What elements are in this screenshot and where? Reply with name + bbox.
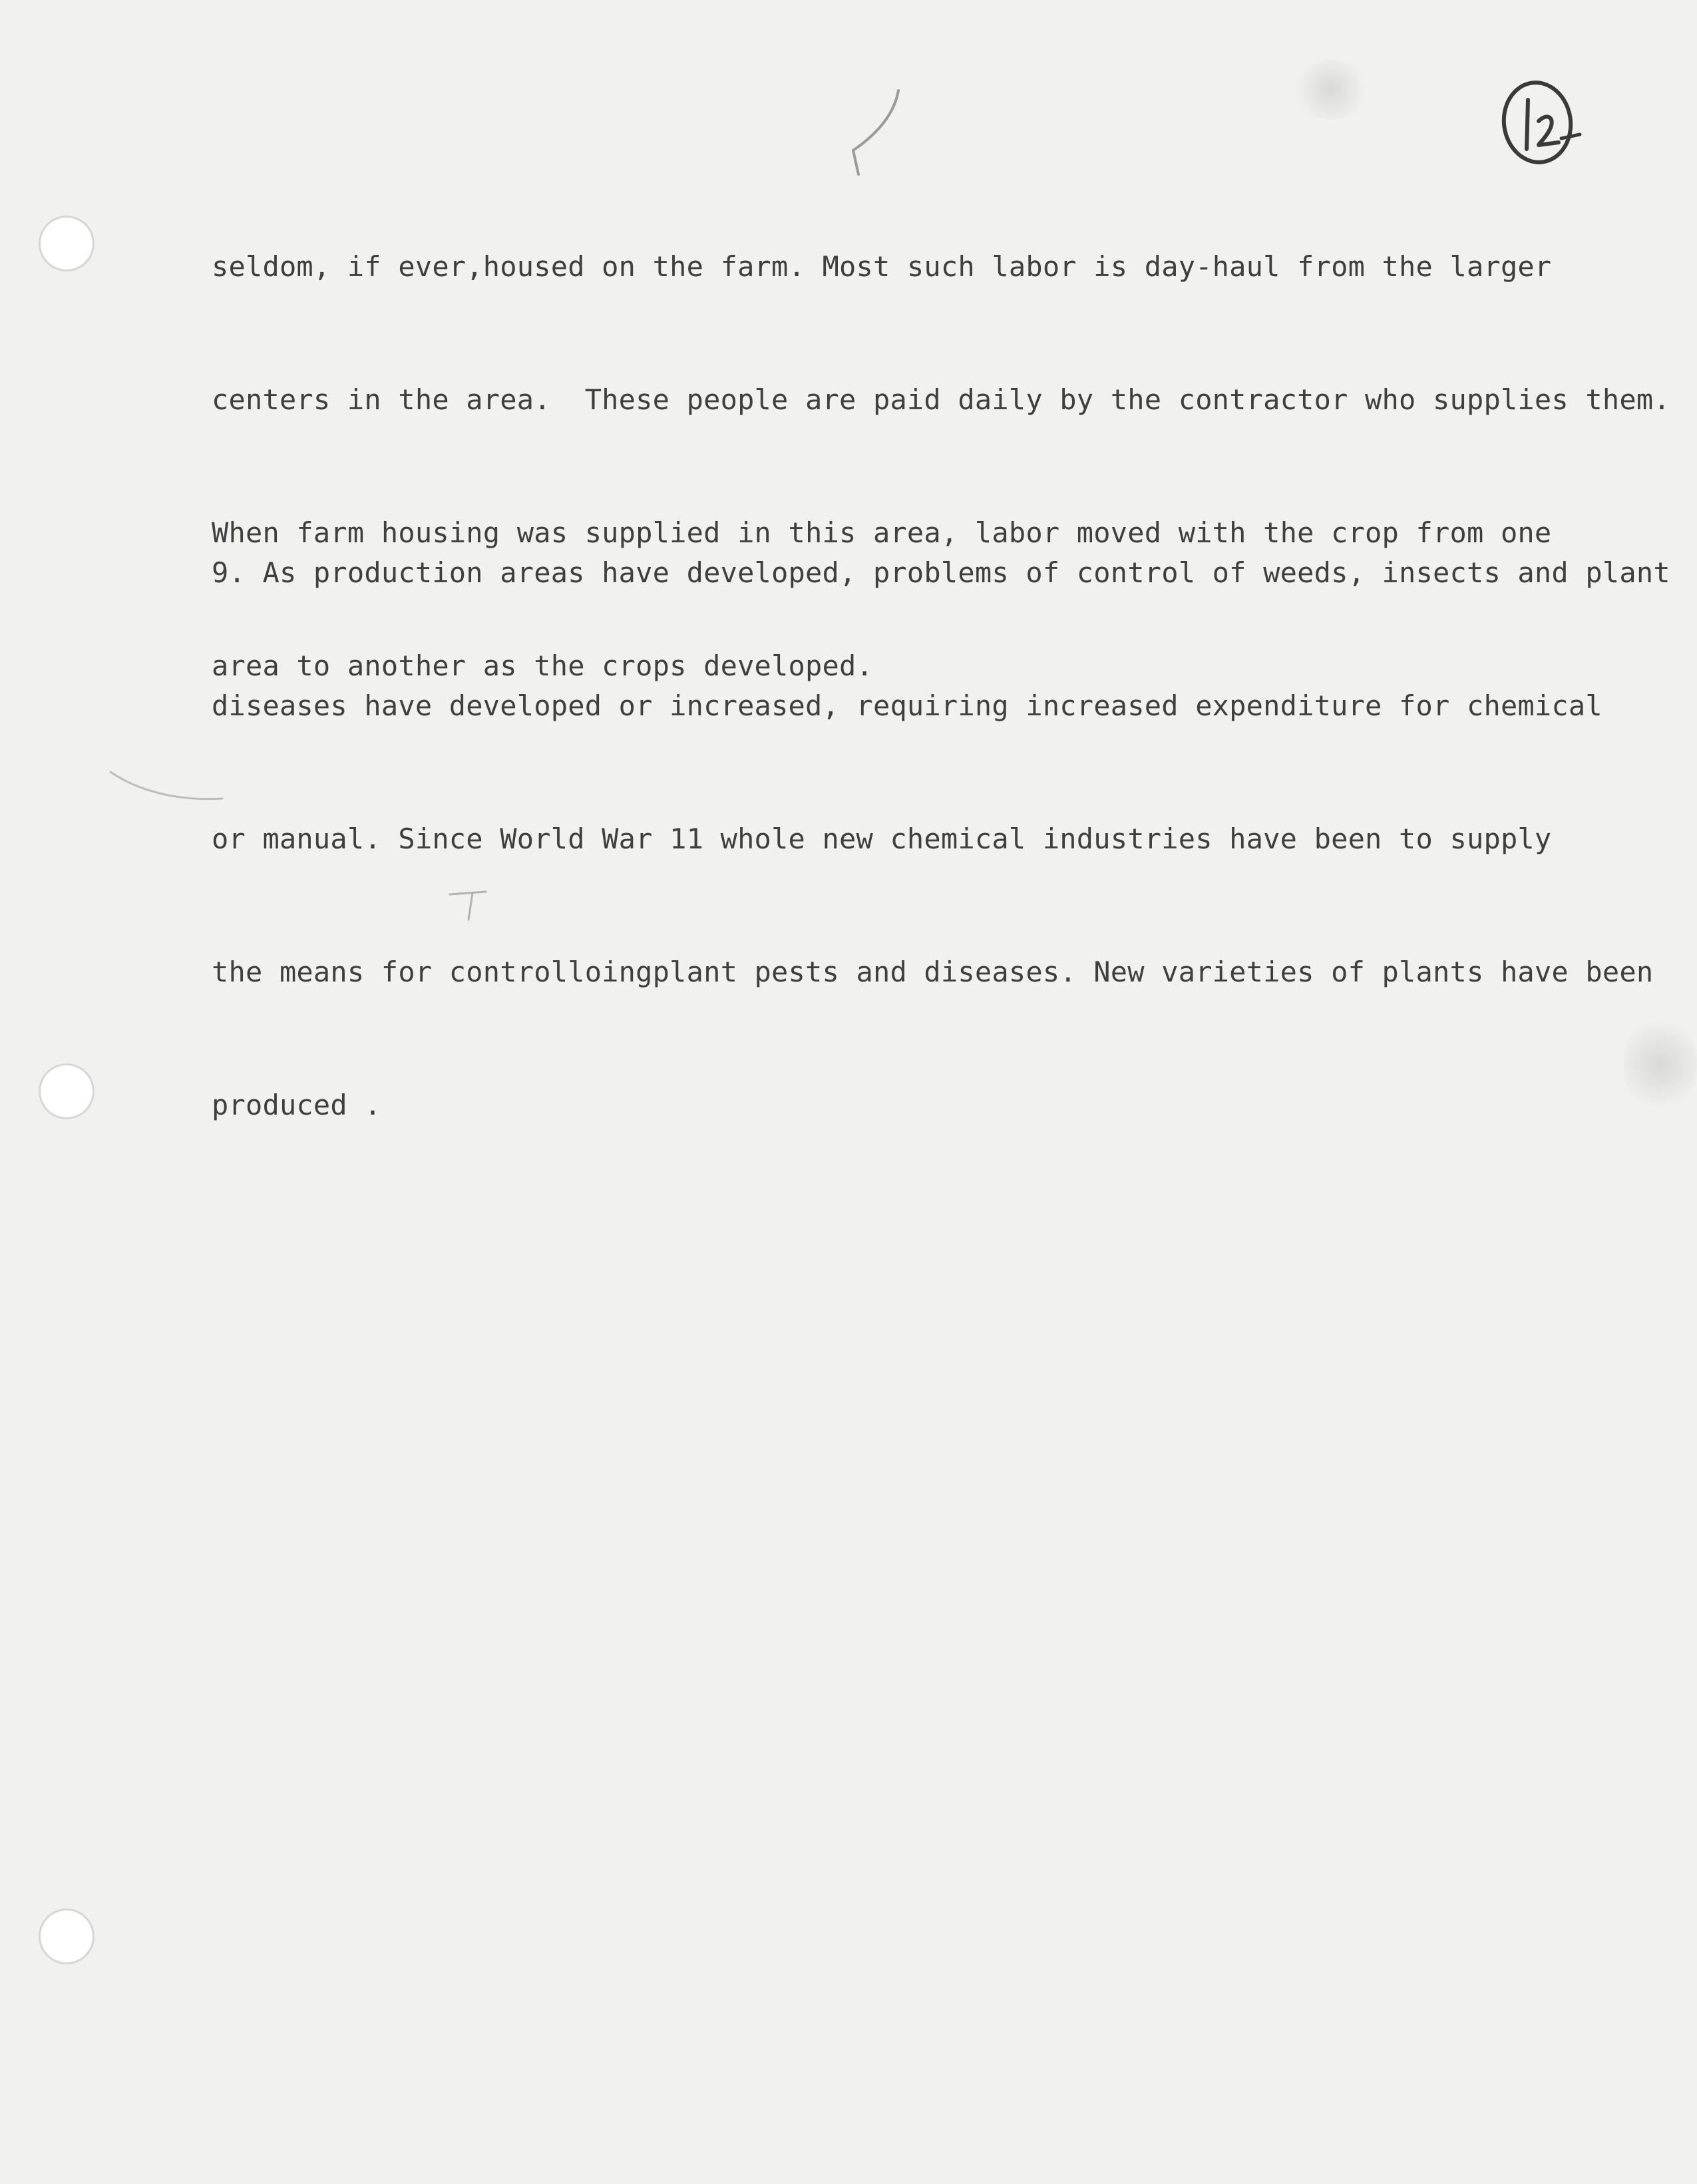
punch-hole-middle	[39, 1063, 94, 1119]
punch-hole-bottom	[39, 1909, 94, 1964]
text-line: produced .	[212, 1089, 381, 1121]
text-line: When farm housing was supplied in this area, labor moved with the crop from one	[212, 516, 1552, 549]
handwritten-page-number	[1495, 75, 1585, 168]
text-line: seldom, if ever,housed on the farm. Most such labor is day-haul from the larger	[212, 250, 1552, 283]
text-line: the means for controlloingplant pests and diseases. New varieties of plants have been	[212, 956, 1654, 988]
text-line: 9. As production areas have developed, problems of control of weeds, insects and plant	[212, 556, 1670, 589]
punch-hole-top	[39, 216, 94, 272]
smudge-top	[1291, 60, 1371, 120]
text-line: or manual. Since World War 11 whole new chemical industries have been to supply	[212, 822, 1552, 855]
paragraph-item-9-pest-control	[212, 474, 1670, 1204]
stray-pencil-curve	[106, 765, 226, 812]
text-line: area to another as the crops developed.	[212, 649, 873, 682]
text-line: diseases have developed or increased, requiring increased expenditure for chemical	[212, 689, 1603, 722]
pencil-stroke-mark	[839, 87, 912, 180]
text-line: centers in the area. These people are paid daily by the contractor who supplies them.	[212, 383, 1670, 416]
